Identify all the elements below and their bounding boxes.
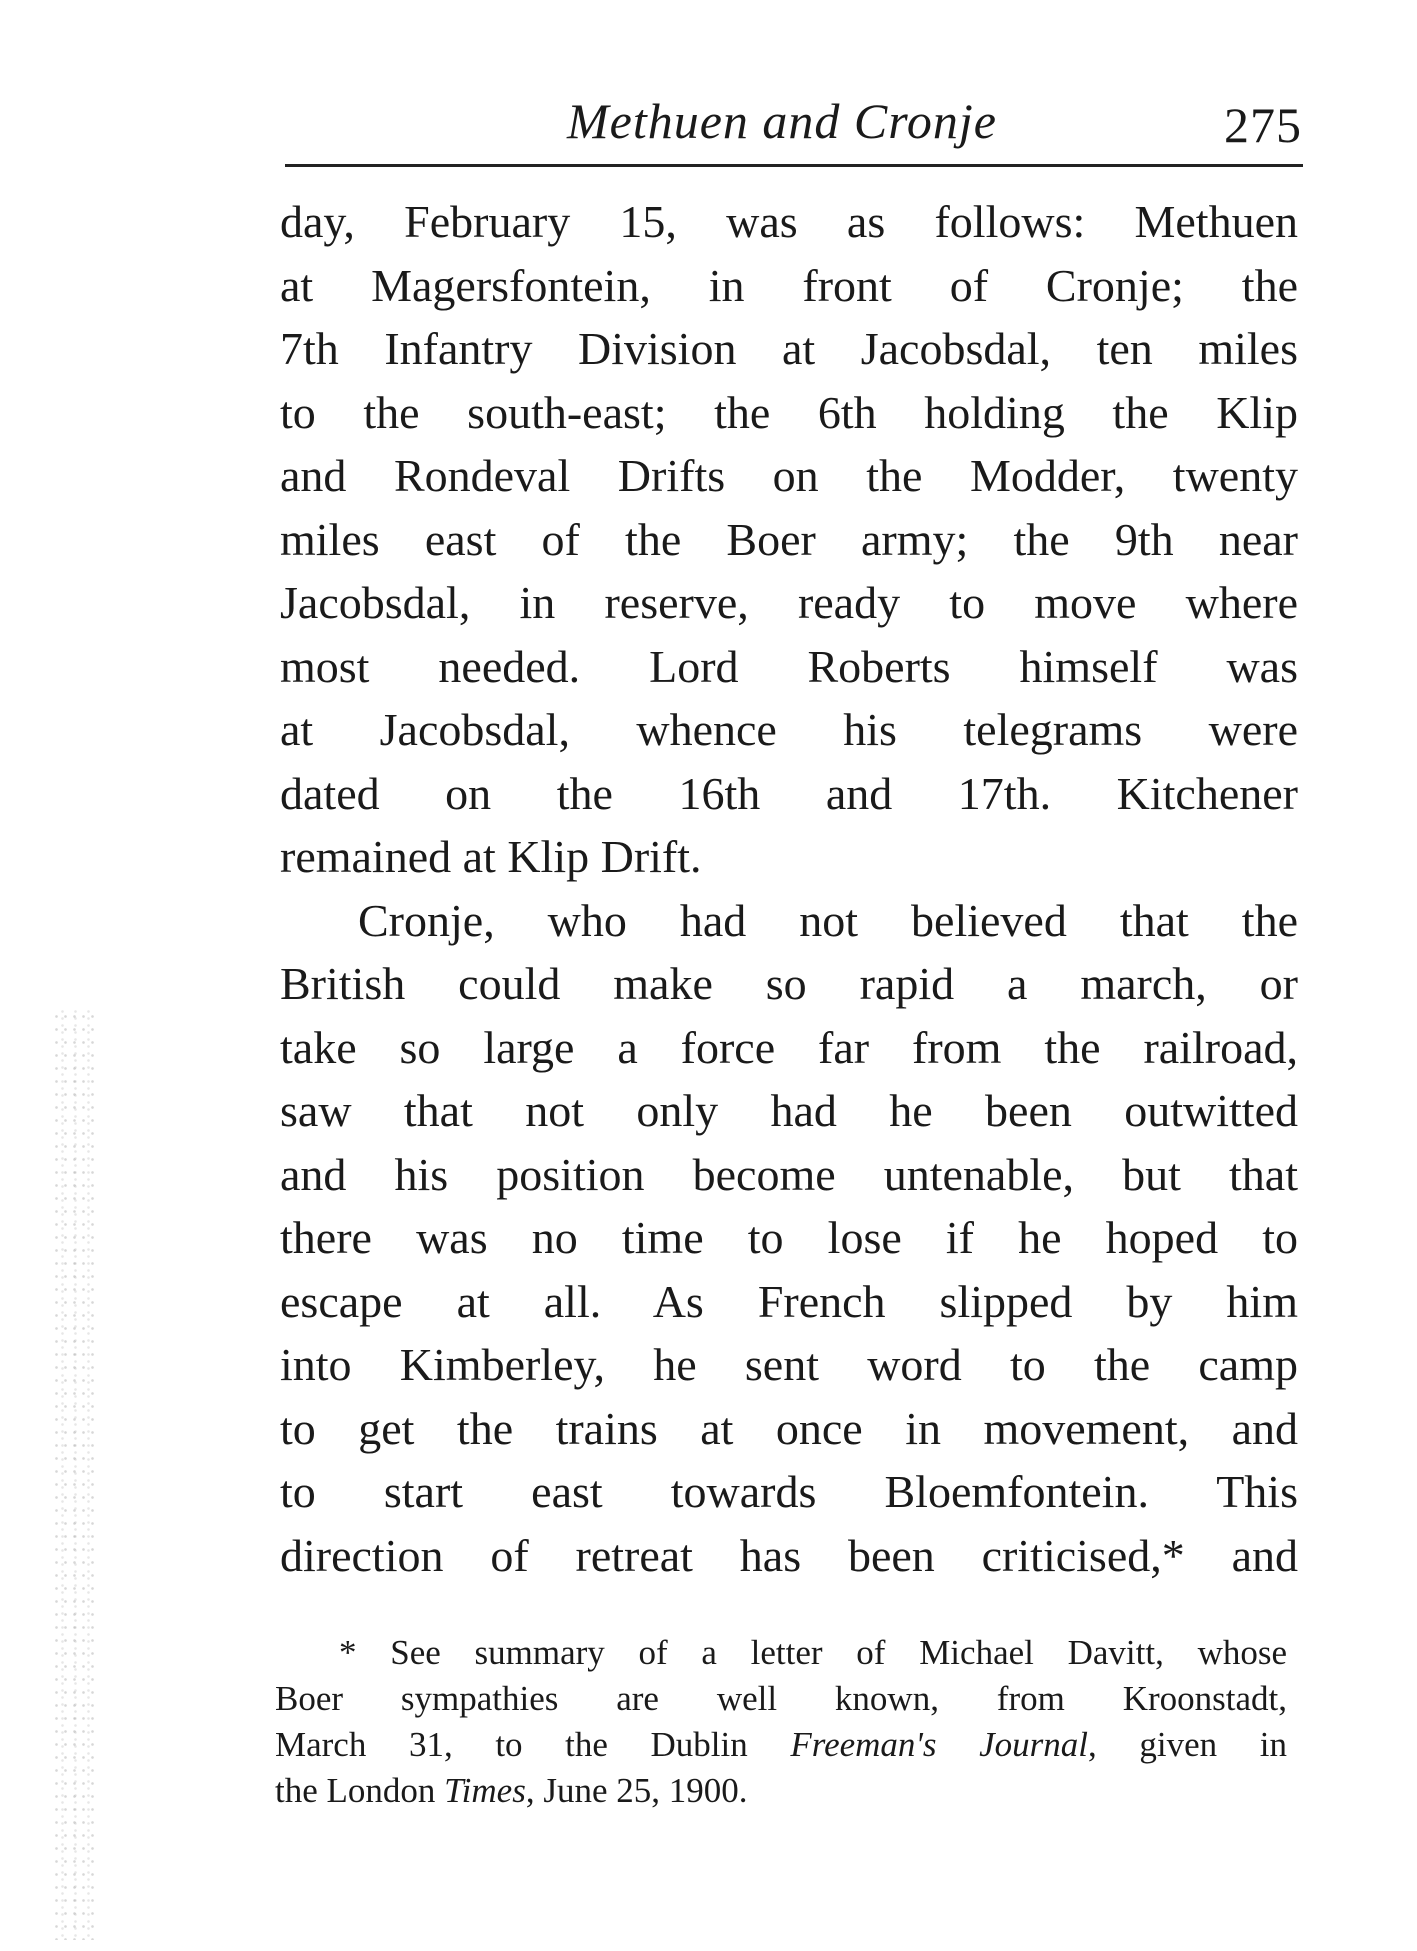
text-line: to the south-east; the 6th holding the Klip — [280, 386, 1298, 438]
text-line: saw that not only had he been outwitted — [280, 1085, 1298, 1136]
footnote-text: March 31, to the Dublin — [275, 1725, 791, 1764]
body-text — [280, 190, 1298, 1587]
text-line: into Kimberley, he sent word to the camp — [280, 1339, 1298, 1390]
header-rule — [285, 164, 1303, 167]
text-line: miles east of the Boer army; the 9th near — [280, 513, 1298, 565]
text-line: at Jacobsdal, whence his telegrams were — [280, 704, 1298, 755]
text-line: to start east towards Bloemfontein. This — [280, 1466, 1298, 1517]
text-line: dated on the 16th and 17th. Kitchener — [280, 767, 1298, 819]
text-line: remained at Klip Drift. — [280, 831, 702, 882]
footnote-text: the London — [275, 1771, 445, 1810]
text-line: and Rondeval Drifts on the Modder, twenty — [280, 450, 1298, 501]
footnote-line: Boer sympathies are well known, from Kroonstadt, — [275, 1679, 1287, 1718]
text-line: and his position become untenable, but that — [280, 1148, 1298, 1200]
text-line: Cronje, who had not believed that the — [358, 894, 1298, 946]
text-line: to get the trains at once in movement, and — [280, 1402, 1298, 1454]
text-line: take so large a force far from the railroad, — [280, 1021, 1298, 1073]
footnote-text: , June 25, 1900. — [525, 1771, 748, 1810]
text-line: direction of retreat has been criticised,* and — [280, 1529, 1298, 1581]
running-title: Methuen and Cronje — [567, 93, 997, 149]
footnote-line — [275, 1768, 1287, 1814]
text-line: most needed. Lord Roberts himself was — [280, 640, 1298, 692]
text-line: there was no time to lose if he hoped to — [280, 1212, 1298, 1263]
page-number: 275 — [1224, 97, 1302, 153]
text-line: at Magersfontein, in front of Cronje; the — [280, 259, 1298, 311]
newspaper-title: Times — [444, 1771, 526, 1810]
footnote-line — [275, 1722, 1287, 1768]
text-line: British could make so rapid a march, or — [280, 958, 1298, 1009]
text-line: escape at all. As French slipped by him — [280, 1275, 1298, 1327]
text-line: 7th Infantry Division at Jacobsdal, ten miles — [280, 323, 1298, 374]
scan-margin-speckle — [52, 1010, 98, 1940]
page-header — [282, 92, 1302, 162]
newspaper-title: Freeman's Journal — [790, 1725, 1089, 1764]
text-line: Jacobsdal, in reserve, ready to move where — [280, 577, 1298, 628]
text-line: day, February 15, was as follows: Methuen — [280, 196, 1298, 247]
footnote — [275, 1630, 1287, 1814]
footnote-line: * See summary of a letter of Michael Davitt, whose — [339, 1633, 1287, 1672]
footnote-text: , given in — [1088, 1725, 1287, 1764]
